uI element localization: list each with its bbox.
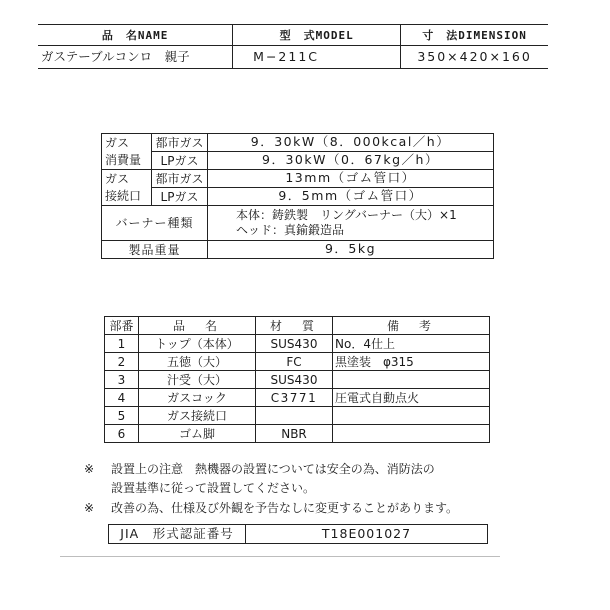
consumption-lp-value: 9．30kW（0．67kg／h）	[208, 152, 494, 170]
part-remark: 黒塗装 φ315	[333, 353, 490, 371]
product-name: ガステーブルコンロ 親子	[38, 46, 233, 69]
part-name: 五徳（大）	[139, 353, 256, 371]
product-model: M−211C	[233, 46, 401, 69]
part-name: トップ（本体）	[139, 335, 256, 353]
lp-gas-label-2: LPガス	[152, 188, 208, 206]
table-row	[105, 371, 490, 389]
part-name: ガス接続口	[139, 407, 256, 425]
part-remark	[333, 425, 490, 443]
part-remark: 圧電式自動点火	[333, 389, 490, 407]
gas-consumption-label	[102, 134, 152, 170]
spec-table	[101, 133, 494, 259]
part-no: 1	[105, 335, 139, 353]
note-installation-line1: 設置上の注意 熱機器の設置については安全の為、消防法の	[111, 462, 435, 476]
note-installation-line2: 設置基準に従って設置してください。	[111, 481, 316, 495]
part-no: 5	[105, 407, 139, 425]
part-name: ガスコック	[139, 389, 256, 407]
parts-header-no: 部番	[105, 317, 139, 335]
part-remark	[333, 407, 490, 425]
header-table	[38, 24, 548, 69]
part-no: 6	[105, 425, 139, 443]
connection-lp-value: 9．5mm（ゴム管口）	[208, 188, 494, 206]
bottom-divider	[60, 556, 500, 557]
table-row	[105, 353, 490, 371]
part-name: ゴム脚	[139, 425, 256, 443]
part-name: 汁受（大）	[139, 371, 256, 389]
parts-header-material: 材 質	[256, 317, 333, 335]
note-change-notice: 改善の為、仕様及び外観を予告なしに変更することがあります。	[111, 501, 459, 515]
gas-connection-label-line1: ガス	[105, 171, 130, 186]
part-material: FC	[256, 353, 333, 371]
gas-connection-label	[102, 170, 152, 206]
header-model-title: 型 式MODEL	[233, 25, 401, 46]
part-no: 2	[105, 353, 139, 371]
part-material	[256, 407, 333, 425]
part-no: 3	[105, 371, 139, 389]
burner-line-2: ヘッド：真鍮鍛造品	[236, 223, 345, 237]
consumption-city-value: 9．30kW（8．000kcal／h）	[208, 134, 494, 152]
connection-city-value: 13mm（ゴム管口）	[208, 170, 494, 188]
gas-connection-label-line2: 接続口	[105, 188, 142, 203]
burner-type-label: バーナー種類	[102, 206, 208, 241]
jia-number: T18E001027	[246, 525, 488, 544]
burner-type-value	[208, 206, 494, 241]
city-gas-label-2: 都市ガス	[152, 170, 208, 188]
header-name-title: 品 名NAME	[38, 25, 233, 46]
lp-gas-label: LPガス	[152, 152, 208, 170]
part-material: NBR	[256, 425, 333, 443]
gas-consumption-label-line1: ガス	[105, 135, 130, 150]
header-dimension-title: 寸 法DIMENSION	[401, 25, 548, 46]
burner-line-1: 本体：鋳鉄製 リングバーナー（大）×1	[236, 208, 457, 222]
part-remark	[333, 371, 490, 389]
parts-header-name: 品 名	[139, 317, 256, 335]
product-dimension: 350×420×160	[401, 46, 548, 69]
parts-header-remark: 備 考	[333, 317, 490, 335]
parts-table	[104, 316, 490, 443]
weight-value: 9．5kg	[208, 241, 494, 259]
note-mark-2: ※	[84, 501, 95, 515]
jia-table	[108, 524, 488, 544]
note-mark-1: ※	[84, 462, 95, 476]
weight-label: 製品重量	[102, 241, 208, 259]
table-row	[105, 407, 490, 425]
table-row	[105, 335, 490, 353]
city-gas-label: 都市ガス	[152, 134, 208, 152]
table-row	[105, 425, 490, 443]
table-row	[105, 389, 490, 407]
part-remark: No．4仕上	[333, 335, 490, 353]
note-installation	[111, 460, 435, 498]
part-material: SUS430	[256, 371, 333, 389]
jia-label: JIA 形式認証番号	[109, 525, 246, 544]
gas-consumption-label-line2: 消費量	[105, 152, 142, 167]
part-no: 4	[105, 389, 139, 407]
part-material: C3771	[256, 389, 333, 407]
part-material: SUS430	[256, 335, 333, 353]
